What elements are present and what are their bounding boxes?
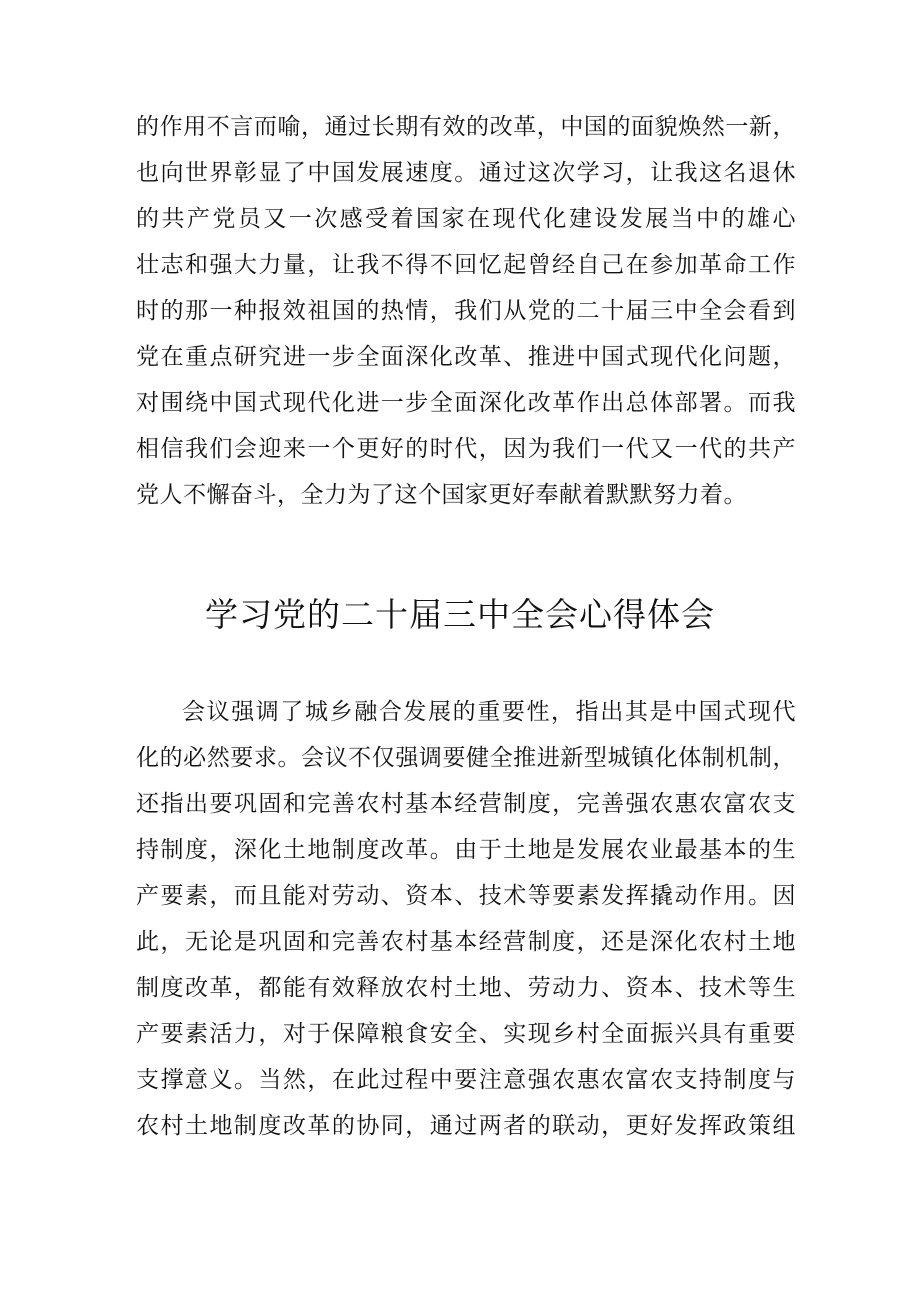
text-line: 此，无论是巩固和完善农村基本经营制度，还是深化农村土地 <box>136 929 796 955</box>
text-line: 产要素，而且能对劳动、资本、技术等要素发挥撬动作用。因 <box>136 883 796 909</box>
body-paragraph-2 <box>136 689 796 1149</box>
text-line: 也向世界彰显了中国发展速度。通过这次学习，让我这名退休 <box>136 160 796 186</box>
text-line: 壮志和强大力量，让我不得不回忆起曾经自己在参加革命工作 <box>136 252 796 278</box>
body-paragraph-1 <box>136 104 796 518</box>
text-line: 持制度，深化土地制度改革。由于土地是发展农业最基本的生 <box>136 837 796 863</box>
text-line: 会议强调了城乡融合发展的重要性，指出其是中国式现代 <box>182 699 796 725</box>
text-line: 制度改革，都能有效释放农村土地、劳动力、资本、技术等生 <box>136 975 796 1001</box>
section-heading: 学习党的二十届三中全会心得体会 <box>205 595 715 634</box>
text-line: 时的那一种报效祖国的热情，我们从党的二十届三中全会看到 <box>136 298 796 324</box>
text-line: 相信我们会迎来一个更好的时代，因为我们一代又一代的共产 <box>136 436 796 462</box>
text-line: 农村土地制度改革的协同，通过两者的联动，更好发挥政策组 <box>136 1113 796 1139</box>
text-line: 化的必然要求。会议不仅强调要健全推进新型城镇化体制机制， <box>136 745 796 771</box>
text-line: 支撑意义。当然，在此过程中要注意强农惠农富农支持制度与 <box>136 1067 796 1093</box>
text-line: 对围绕中国式现代化进一步全面深化改革作出总体部署。而我 <box>136 390 796 416</box>
text-line: 产要素活力，对于保障粮食安全、实现乡村全面振兴具有重要 <box>136 1021 796 1047</box>
text-line: 党在重点研究进一步全面深化改革、推进中国式现代化问题， <box>136 344 796 370</box>
text-line: 还指出要巩固和完善农村基本经营制度，完善强农惠农富农支 <box>136 791 796 817</box>
text-line: 的共产党员又一次感受着国家在现代化建设发展当中的雄心 <box>136 206 796 232</box>
text-line: 党人不懈奋斗，全力为了这个国家更好奉献着默默努力着。 <box>136 482 747 508</box>
text-line: 的作用不言而喻，通过长期有效的改革，中国的面貌焕然一新， <box>136 114 796 140</box>
